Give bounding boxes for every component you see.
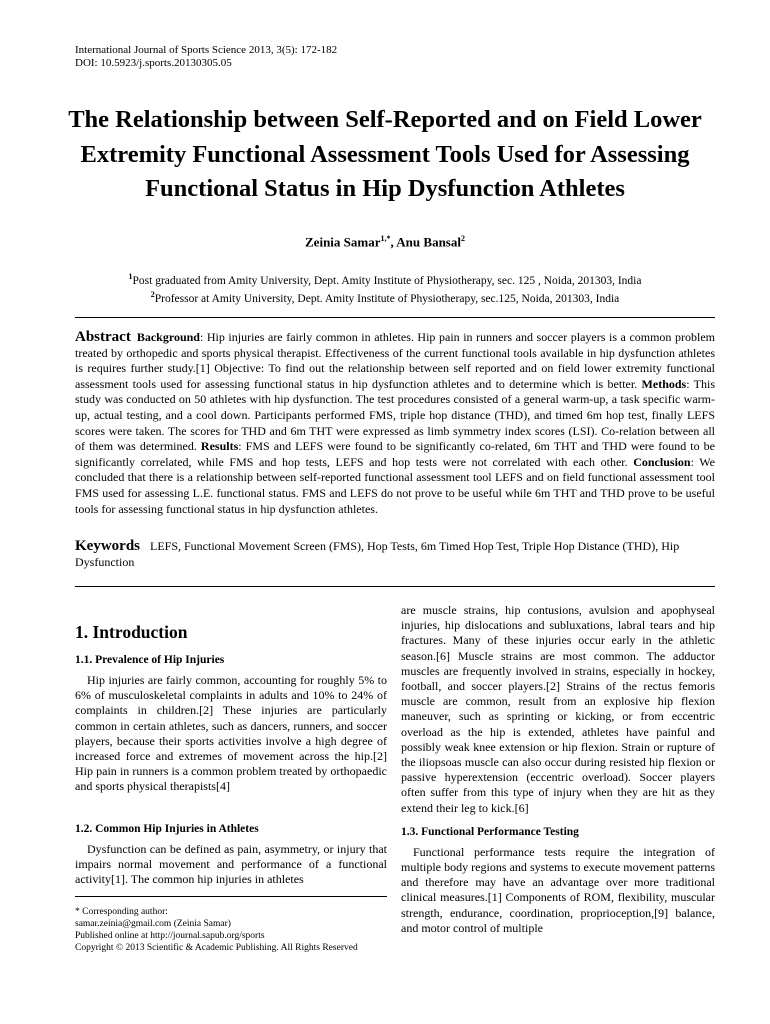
affiliations (0, 270, 770, 306)
subsection-3-text: Functional performance tests require the integration of multiple body regions and systems to execute movement patterns and therefore may have an advantage over more traditional clinical measures.[1] Components of ROM, flexibility, muscular strength, endurance, coordination, proprioception,[9] balance, and motor control of multiple (401, 844, 715, 935)
section-title: 1. Introduction (75, 622, 188, 642)
keywords (75, 538, 715, 570)
background-text: : Hip injuries are fairly common in athletes. Hip pain in runners and soccer players is a common problem treated by orthopedic and sports physical therapist. Effectiveness of the current functional tools available in hip dysfunction athletes is requires further study.[1] Objective: To find out the relationship between self reported and on field lower extremity functional assessment tools used for assessing functional status in hip dysfunction athletes and to determine which is better. (75, 330, 715, 391)
author-separator: , (390, 234, 397, 250)
keywords-text: LEFS, Functional Movement Screen (FMS), Hop Tests, 6m Timed Hop Test, Triple Hop Distance (THD), Hip Dysfunction (75, 539, 680, 569)
author-name: Anu Bansal (396, 234, 461, 250)
subsection-2 (75, 823, 387, 888)
abstract-heading: Abstract (75, 329, 131, 345)
footnote-divider (75, 896, 387, 897)
conclusion-text: : We concluded that there is a relationship between self-reported functional assessment tool LEFS and on field functional assessment tool FMS used for assessing L.E. functional status. FMS and LEFS do not prove to be useful while 6m THT and THD prove to be useful tools for assessing functional status in hip dysfunction athletes. (75, 454, 715, 516)
footnotes (75, 906, 387, 954)
footnote-published: Published online at http://journal.sapub.org/sports (75, 931, 265, 941)
paragraph: are muscle strains, hip contusions, avulsion and apophyseal injuries, hip dislocations and subluxations, labral tears and hip fractures. Many of these injuries occur early in the athletic season.[6] Muscle strains are most common. The adductor muscles are frequently involved in strains, especially in hockey, football, and soccer players.[2] Strains of the rectus femoris muscle are common, result from an explosive hip flexion maneuver, such as sprinting or kicking, or from eccentric overload as the hip is extended, athletes have painful and possibly weak knee extension or hip flexion. Strain or rupture of the iliopsoas muscle can also occur during resisted hip flexion or passive hyperextension (eccentric overload). Soccer players often suffer from this type of injury when they are hit as they extend their leg to kick.[6] (401, 603, 715, 815)
author-superscript: 1,* (380, 234, 391, 243)
paper-title: The Relationship between Self-Reported and on Field Lower Extremity Functional Assessment Tools Used for Assessing Functional Status in Hip Dysfunction Athletes (68, 106, 702, 202)
methods-label: Methods (641, 376, 687, 391)
conclusion-label: Conclusion (633, 454, 691, 469)
author-name: Zeinia Samar (305, 234, 381, 250)
results-label: Results (200, 439, 239, 454)
doi: DOI: 10.5923/j.sports.20130305.05 (75, 57, 232, 69)
background-label: Background (136, 330, 200, 344)
footnote-copyright: Copyright © 2013 Scientific & Academic Publishing. All Rights Reserved (75, 943, 358, 953)
methods-text: : This study was conducted on 50 athletes with hip dysfunction. The test procedures consisted of a general warm-up, a task specific warm-up, actual testing, and a cool down. Participants performed FMS, triple hop distance (THD), and timed 6m hop test, finally LEFS scores were taken. The scores for THD and 6m THT were expressed as limb symmetry index scores (LSI). Co-relation between all of them was determined. (75, 376, 716, 454)
author-superscript: 2 (460, 234, 465, 243)
affiliation-line (0, 270, 770, 288)
affiliation-superscript: 2 (150, 289, 155, 299)
subsection-title: 1.1. Prevalence of Hip Injuries (75, 654, 225, 666)
top-divider (75, 317, 715, 318)
keywords-heading: Keywords (75, 538, 140, 554)
journal-citation: International Journal of Sports Science 2013, 3(5): 172-182 (75, 44, 338, 56)
right-column (401, 603, 715, 936)
affiliation-text: Professor at Amity University, Dept. Amity Institute of Physiotherapy, sec.125, Noida, 201303, India (154, 292, 620, 305)
subsection-title: 1.2. Common Hip Injuries in Athletes (75, 823, 259, 835)
subsection-1 (75, 654, 387, 795)
subsection-1-text: Hip injuries are fairly common, accounting for roughly 5% to 6% of musculoskeletal complaints in adults and 10% to 24% of complaints in children.[2] These injuries are particularly common in certain athletes, such as dancers, runners, and soccer players, because their sports activities involve a high degree of increased force and extremes of movement across the hip.[2] Hip pain in runners is a common problem treated by orthopaedic and sports physical therapists[4] (75, 673, 387, 794)
affiliation-line (0, 288, 770, 306)
bottom-divider (75, 586, 715, 587)
subsection-2-text: Dysfunction can be defined as pain, asymmetry, or injury that impairs normal movement and performance of a functional activity[1]. The common hip injuries in athletes (75, 842, 387, 887)
subsection-title: 1.3. Functional Performance Testing (401, 825, 579, 838)
introduction-heading-block (75, 622, 387, 643)
abstract (75, 330, 715, 517)
results-text: : FMS and LEFS were found to be significantly co-related, 6m THT and THD were found to be significantly correlated, while FMS and hop tests, LEFS and hop tests were not correlated with each other. (75, 439, 715, 469)
affiliation-superscript: 1 (128, 272, 133, 281)
affiliation-text: Post graduated from Amity University, Dept. Amity Institute of Physiotherapy, sec. 125 , Noida, 201303, India (132, 274, 642, 287)
footnote-corresponding: * Corresponding author: (75, 907, 168, 917)
authors (0, 234, 770, 250)
journal-header (75, 44, 337, 70)
footnote-email: samar.zeinia@gmail.com (Zeinia Samar) (75, 919, 231, 929)
